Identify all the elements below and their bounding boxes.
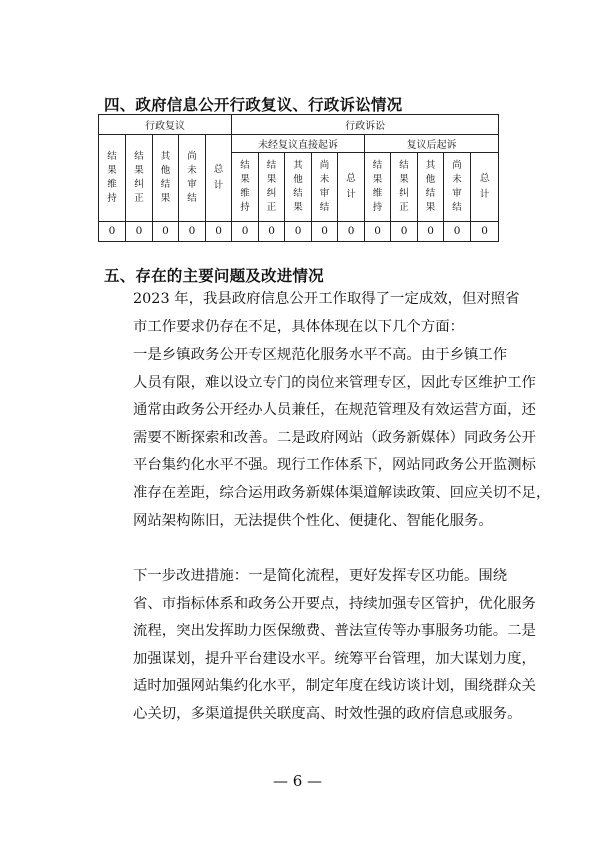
text-line: 加强谋划，提升平台建设水平。统筹平台管理，加大谋划力度， — [133, 650, 536, 667]
table-cell-value: 0 — [391, 221, 418, 241]
table-cell-value: 0 — [179, 221, 206, 241]
table-cell-value: 0 — [444, 221, 471, 241]
col-header-upheld: 结果维持 — [232, 153, 259, 222]
group-header-review: 行政复议 — [99, 115, 232, 135]
paragraph-overview — [104, 286, 520, 341]
table-cell-value: 0 — [126, 221, 153, 241]
table-cell-value: 0 — [312, 221, 338, 241]
col-header-other: 其他结果 — [153, 135, 179, 222]
table-cell-value: 0 — [232, 221, 259, 241]
col-header-pending: 尚未审结 — [444, 153, 471, 222]
review-litigation-table — [98, 114, 499, 242]
text-line: 通常由政务公开经办人员兼任，在规范管理及有效运营方面，还 — [133, 402, 536, 419]
text-line: 网站架构陈旧，无法提供个性化、便捷化、智能化服务。 — [133, 512, 493, 529]
text-line: 市工作要求仍存在不足，具体体现在以下几个方面： — [133, 318, 464, 335]
col-header-corrected: 结果纠正 — [391, 153, 418, 222]
table-cell-value: 0 — [365, 221, 391, 241]
section-heading-review-litigation: 四、政府信息公开行政复议、行政诉讼情况 — [104, 96, 403, 114]
text-line: 下一步改进措施：一是简化流程，更好发挥专区功能。围绕 — [133, 568, 508, 584]
table-cell-value: 0 — [259, 221, 285, 241]
table-cell-value: 0 — [471, 221, 499, 241]
table-cell-value: 0 — [99, 221, 126, 241]
text-line: 准存在差距，综合运用政务新媒体渠道解读政策、回应关切不足， — [133, 484, 551, 501]
col-header-corrected: 结果纠正 — [126, 135, 153, 222]
col-header-corrected: 结果纠正 — [259, 153, 285, 222]
text-line: 流程，突出发挥助力医保缴费、普法宣传等办事服务功能。二是 — [133, 623, 536, 640]
col-header-total: 总计 — [206, 135, 232, 222]
section-heading-problems-improvements: 五、存在的主要问题及改进情况 — [104, 267, 324, 285]
col-header-upheld: 结果维持 — [365, 153, 391, 222]
group-header-litigation: 行政诉讼 — [232, 115, 499, 135]
text-line: 一是乡镇政务公开专区规范化服务水平不高。由于乡镇工作 — [133, 347, 508, 363]
text-line: 心关切，多渠道提供关联度高、时效性强的政府信息或服务。 — [133, 705, 522, 722]
table-cell-value: 0 — [153, 221, 179, 241]
paragraph-improvement-measures — [104, 563, 536, 729]
col-header-other: 其他结果 — [418, 153, 444, 222]
col-header-total: 总计 — [338, 153, 365, 222]
text-line: 需要不断探索和改善。二是政府网站（政务新媒体）同政务公开 — [133, 429, 536, 446]
col-header-upheld: 结果维持 — [99, 135, 126, 222]
col-header-total: 总计 — [471, 153, 499, 222]
table-cell-value: 0 — [206, 221, 232, 241]
text-line: 人员有限，难以设立专门的岗位来管理专区，因此专区维护工作 — [133, 374, 536, 391]
col-header-pending: 尚未审结 — [179, 135, 206, 222]
table-cell-value: 0 — [285, 221, 312, 241]
text-line: 2023 年，我县政府信息公开工作取得了一定成效，但对照省 — [133, 291, 520, 307]
text-line: 平台集约化水平不强。现行工作体系下，网站同政务公开监测标 — [133, 457, 536, 474]
sub-header-suit-after-review: 复议后起诉 — [365, 135, 499, 153]
table-cell-value: 0 — [418, 221, 444, 241]
sub-header-direct-suit: 未经复议直接起诉 — [232, 135, 365, 153]
text-line: 适时加强网站集约化水平，制定年度在线访谈计划，围绕群众关 — [133, 678, 536, 695]
page-number: — 6 — — [272, 772, 323, 790]
col-header-pending: 尚未审结 — [312, 153, 338, 222]
paragraph-problems — [104, 342, 551, 535]
table-cell-value: 0 — [338, 221, 365, 241]
col-header-other: 其他结果 — [285, 153, 312, 222]
text-line: 省、市指标体系和政务公开要点，持续加强专区管护，优化服务 — [133, 595, 536, 612]
